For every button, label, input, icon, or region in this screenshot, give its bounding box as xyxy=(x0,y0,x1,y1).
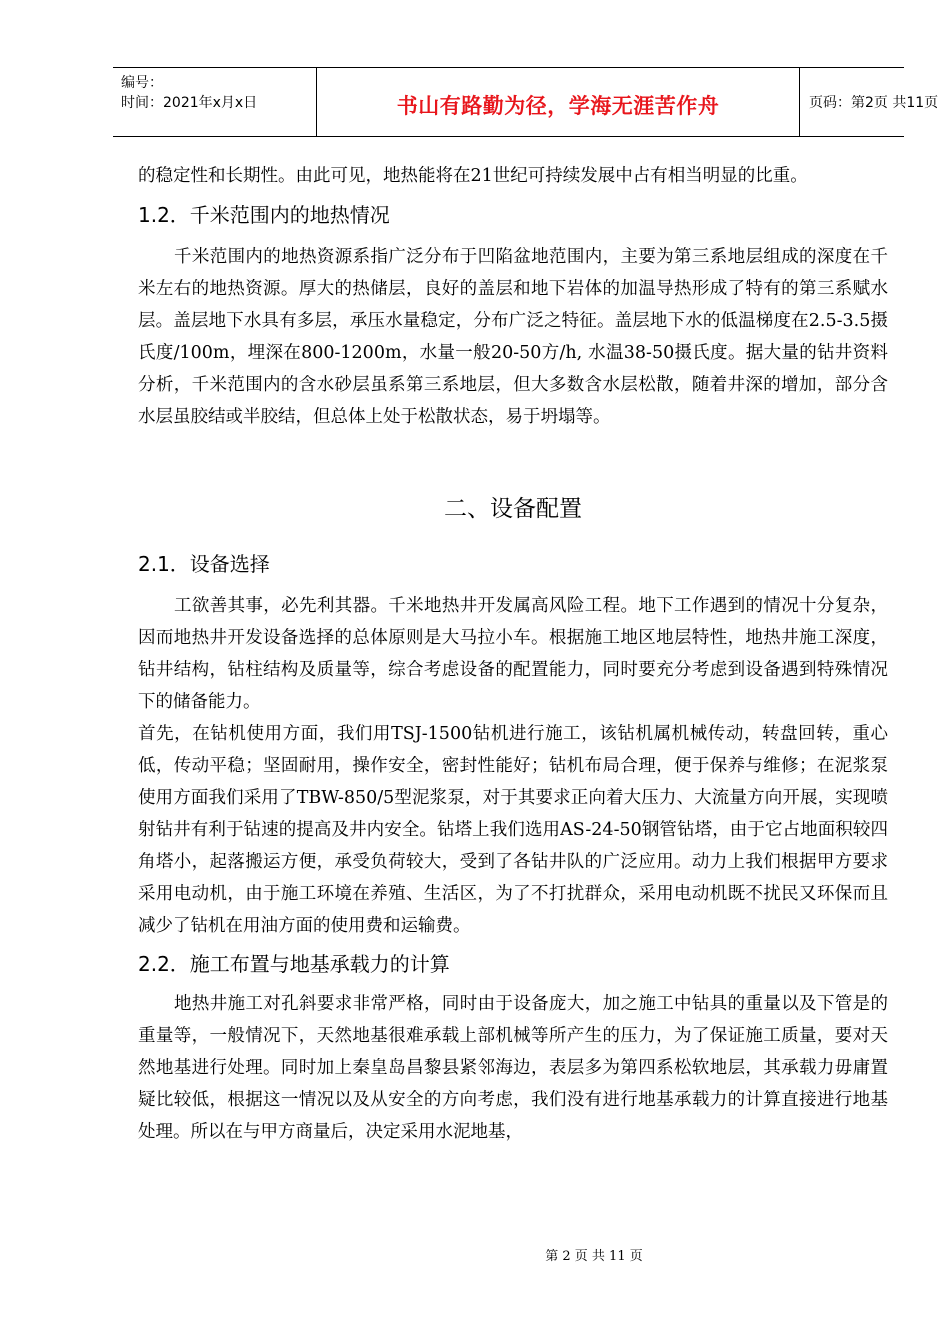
section-1-2-paragraph: 千米范围内的地热资源系指广泛分布于凹陷盆地范围内，主要为第三系地层组成的深度在千米左右的地热资源。厚大的热储层，良好的盖层和地下岩体的加温导热形成了特有的第三系赋水层。盖层地下水具有多层，承压水量稳定，分布广泛之特征。盖层地下水的低温梯度在2.5-3.5摄氏度/100m，埋深在800-1200m，水量一般20-50方/h, 水温38-50摄氏度。据大量的钻井资料分析，千米范围内的含水砂层虽系第三系地层，但大多数含水层松散，随着井深的增加，部分含水层虽胶结或半胶结，但总体上处于松散状态，易于坍塌等。 xyxy=(138,247,888,427)
time-label: 时间：2021年x月x日 xyxy=(121,95,258,111)
header-page-cell xyxy=(800,68,939,136)
page-footer: 第 2 页 共 11 页 xyxy=(545,1249,643,1264)
section-2-1-paragraph-1: 工欲善其事，必先利其器。千米地热井开发属高风险工程。地下工作遇到的情况十分复杂，因而地热井开发设备选择的总体原则是大马拉小车。根据施工地区地层特性，地热井施工深度，钻井结构，钻柱结构及质量等，综合考虑设备的配置能力，同时要充分考虑到设备遇到特殊情况下的储备能力。 xyxy=(138,596,888,712)
document-body xyxy=(138,160,888,1148)
section-2-2-heading: 2.2．施工布置与地基承载力的计算 xyxy=(138,952,450,976)
header-meta-cell xyxy=(113,68,316,136)
page-header xyxy=(113,67,939,137)
section-2-1-heading: 2.1．设备选择 xyxy=(138,552,270,576)
header-page-info: 页码：第2页 共11页 xyxy=(809,95,939,111)
intro-tail-paragraph: 的稳定性和长期性。由此可见，地热能将在21世纪可持续发展中占有相当明显的比重。 xyxy=(138,166,808,186)
section-2-1-paragraph-2: 首先，在钻机使用方面，我们用TSJ-1500钻机进行施工，该钻机属机械传动，转盘回转，重心低，传动平稳；坚固耐用，操作安全，密封性能好；钻机布局合理，便于保养与维修；在泥浆泵使用方面我们采用了TBW-850/5型泥浆泵，对于其要求正向着大压力、大流量方向开展，实现喷射钻井有利于钻速的提高及井内安全。钻塔上我们选用AS-24-50钢管钻塔，由于它占地面积较四角塔小，起落搬运方便，承受负荷较大，受到了各钻井队的广泛应用。动力上我们根据甲方要求采用电动机，由于施工环境在养殖、生活区，为了不打扰群众，采用电动机既不扰民又环保而且减少了钻机在用油方面的使用费和运输费。 xyxy=(138,724,888,936)
section-1-2-heading: 1.2．千米范围内的地热情况 xyxy=(138,203,390,227)
section-2-2-paragraph: 地热井施工对孔斜要求非常严格，同时由于设备庞大，加之施工中钻具的重量以及下管是的重量等，一般情况下，天然地基很难承载上部机械等所产生的压力，为了保证施工质量，要对天然地基进行处理。同时加上秦皇岛昌黎县紧邻海边，表层多为第四系松软地层，其承载力毋庸置疑比较低，根据这一情况以及从安全的方向考虑，我们没有进行地基承载力的计算直接进行地基处理。所以在与甲方商量后，决定采用水泥地基， xyxy=(138,994,888,1142)
serial-number-label: 编号： xyxy=(121,75,163,91)
chapter-2-heading: 二、设备配置 xyxy=(444,496,582,522)
header-motto-cell xyxy=(316,68,800,136)
header-motto: 书山有路勤为径，学海无涯苦作舟 xyxy=(396,94,720,118)
